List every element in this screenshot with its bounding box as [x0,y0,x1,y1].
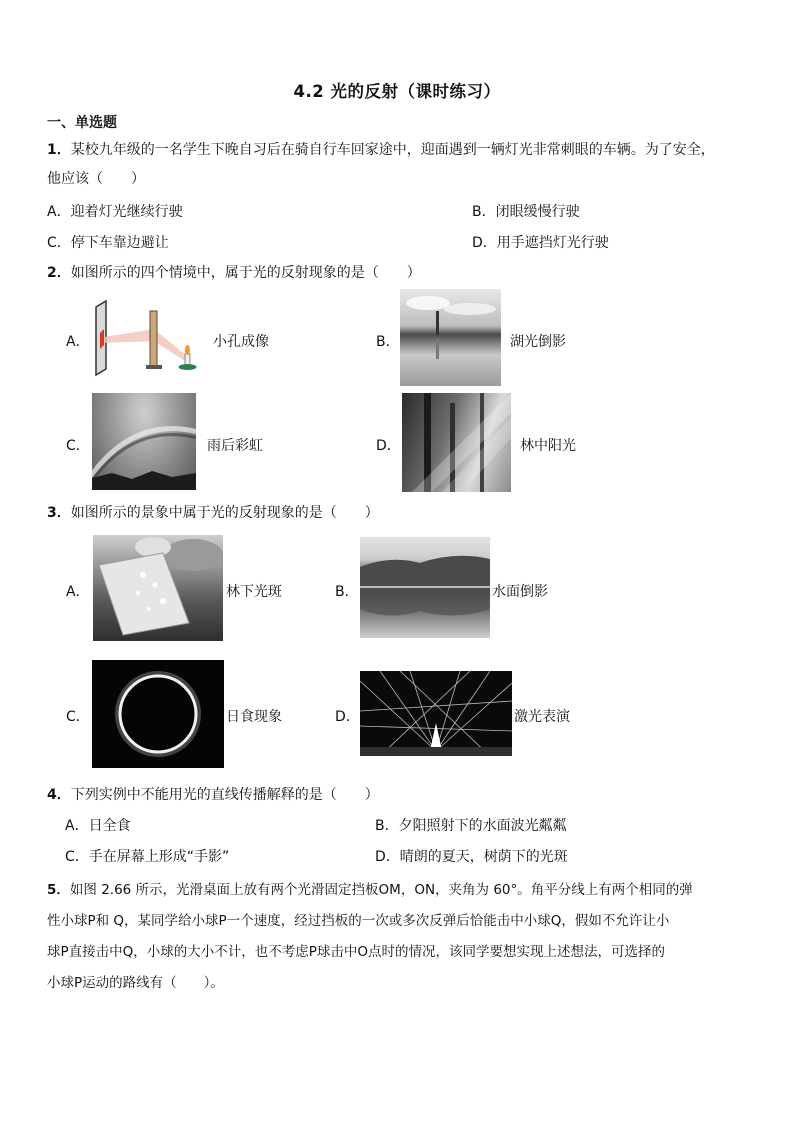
question-1-option-c[interactable]: C．停下车靠边避让 [47,235,169,251]
question-4-text: 下列实例中不能用光的直线传播解释的是（ ） [70,787,379,803]
question-1-line-2: 他应该（ ） [47,171,145,187]
question-4-option-a[interactable]: A．日全食 [65,818,131,834]
water-reflection-image [360,537,490,638]
question-5-line-4: 小球P运动的路线有（ ）。 [47,975,224,991]
rainbow-image [92,393,196,490]
section-heading: 一、单选题 [47,115,117,131]
question-2-line [47,262,421,282]
question-4-option-c[interactable]: C．手在屏幕上形成“手影” [65,849,230,865]
question-2-option-d-letter[interactable]: D． [376,438,401,454]
forest-light-spots-image [93,535,223,641]
question-3-text: 如图所示的景象中属于光的反射现象的是（ ） [70,505,379,521]
question-5-number: 5． [47,882,70,898]
question-3-line [47,502,379,522]
question-5-line-2: 性小球P和 Q，某同学给小球P一个速度，经过挡板的一次或多次反弹后恰能击中小球Q，假如不允许让小 [47,913,670,929]
question-1-option-d[interactable]: D．用手遮挡灯光行驶 [472,235,609,251]
question-3-option-b-caption: 水面倒影 [492,584,548,600]
question-4-line [47,784,379,804]
question-5-line-1 [47,878,693,898]
question-5-text: 如图 2.66 所示，光滑桌面上放有两个光滑固定挡板OM，ON，夹角为 60°。角平分线上有两个相同的弹 [69,882,693,898]
question-3-option-d-caption: 激光表演 [514,709,570,725]
question-3-number: 3． [47,505,71,521]
question-3-option-a-letter[interactable]: A． [66,584,90,600]
pinhole-imaging-image [92,299,204,377]
question-3-option-d-letter[interactable]: D． [335,709,360,725]
laser-show-image [360,671,512,756]
forest-sunlight-image [402,393,511,492]
question-3-option-a-caption: 林下光斑 [226,584,282,600]
question-2-option-a-caption: 小孔成像 [213,334,269,350]
question-2-option-d-caption: 林中阳光 [520,438,576,454]
lake-reflection-image [400,289,501,386]
question-1-text: 某校九年级的一名学生下晚自习后在骑自行车回家途中，迎面遇到一辆灯光非常刺眼的车辆。为了安全， [70,142,715,158]
question-2-option-b-caption: 湖光倒影 [510,334,566,350]
question-3-option-c-letter[interactable]: C． [66,709,90,725]
question-2-number: 2． [47,265,71,281]
question-2-option-b-letter[interactable]: B． [376,334,400,350]
question-2-option-a-letter[interactable]: A． [66,334,90,350]
question-3-option-c-caption: 日食现象 [226,709,282,725]
question-5-line-3: 球P直接击中Q，小球的大小不计，也不考虑P球击中O点时的情况，该同学要想实现上述想法，可选择的 [47,944,666,960]
question-4-number: 4． [47,787,71,803]
question-2-option-c-caption: 雨后彩虹 [207,438,263,454]
question-1-number: 1． [47,142,71,158]
question-2-option-c-letter[interactable]: C． [66,438,90,454]
question-1-option-a[interactable]: A．迎着灯光继续行驶 [47,204,183,220]
question-1-option-b[interactable]: B．闭眼缓慢行驶 [472,204,580,220]
question-1-line-1 [47,139,715,159]
solar-eclipse-image [92,660,224,768]
question-2-text: 如图所示的四个情境中，属于光的反射现象的是（ ） [70,265,421,281]
page-title: 4.2 光的反射（课时练习） [293,82,501,101]
question-4-option-d[interactable]: D．晴朗的夏天，树荫下的光斑 [375,849,568,865]
question-3-option-b-letter[interactable]: B． [335,584,359,600]
question-4-option-b[interactable]: B．夕阳照射下的水面波光粼粼 [375,818,567,834]
